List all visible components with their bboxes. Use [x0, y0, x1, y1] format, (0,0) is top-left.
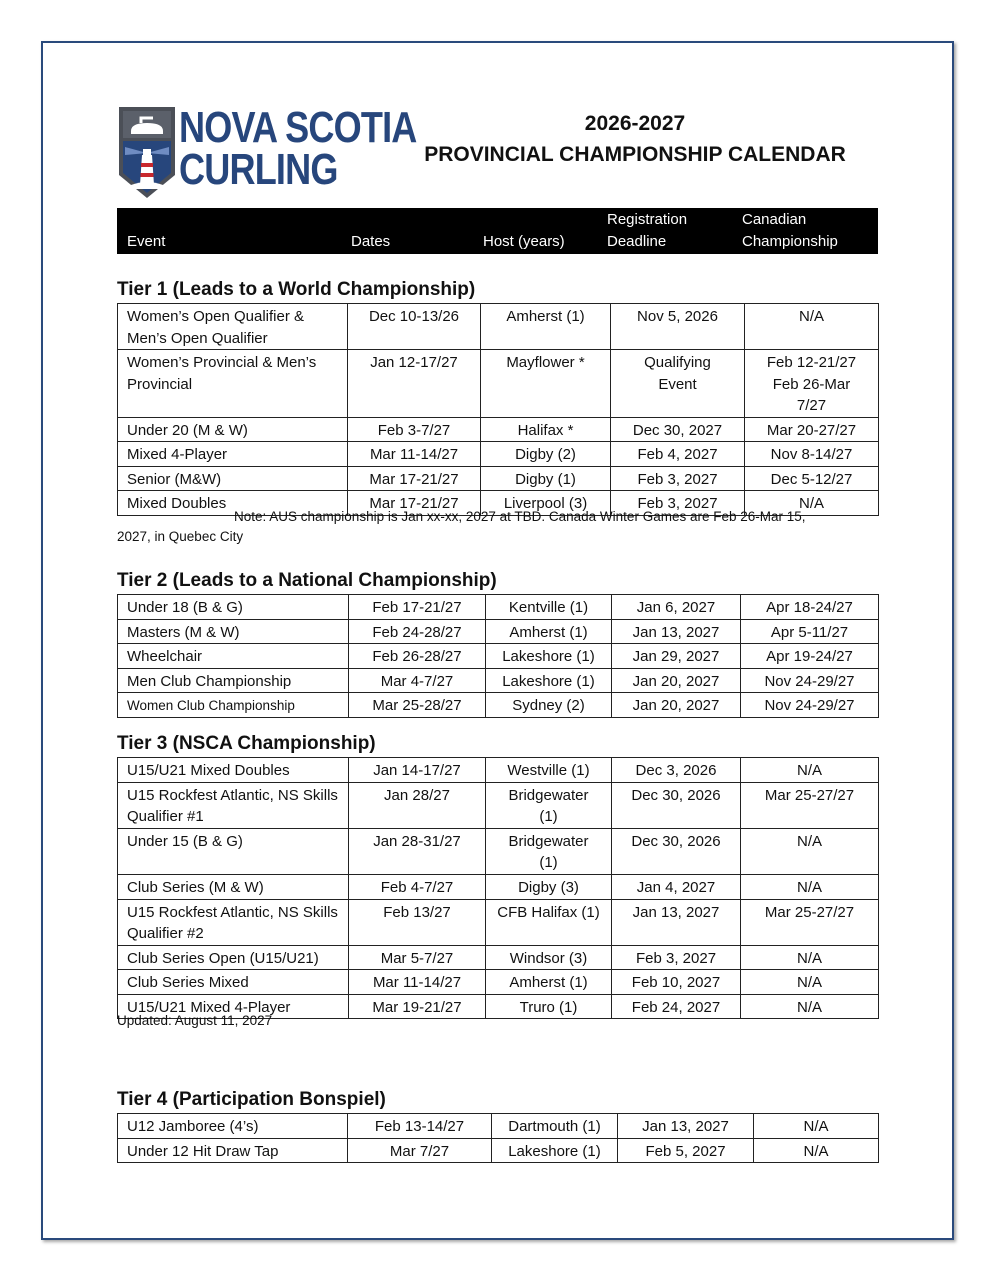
logo-line-2: CURLING	[179, 145, 338, 194]
deadline-cell: Dec 30, 2026	[612, 782, 741, 828]
dates-cell: Mar 17-21/27	[348, 491, 481, 516]
deadline-cell: Jan 13, 2027	[612, 619, 741, 644]
col-host: Host (years)	[483, 233, 565, 250]
host-cell: Kentville (1)	[486, 595, 612, 620]
canadian-cell: N/A	[745, 304, 879, 350]
table-row	[118, 899, 879, 945]
event-cell: U15/U21 Mixed 4-Player	[118, 994, 349, 1019]
event-cell: Masters (M & W)	[118, 619, 349, 644]
dates-cell: Feb 13/27	[349, 899, 486, 945]
host-cell: Truro (1)	[486, 994, 612, 1019]
event-cell: Under 20 (M & W)	[118, 417, 348, 442]
host-cell: Amherst (1)	[486, 970, 612, 995]
event-cell: Club Series (M & W)	[118, 874, 349, 899]
event-cell: Mixed 4-Player	[118, 442, 348, 467]
dates-cell: Feb 26-28/27	[349, 644, 486, 669]
col-registration-1: Registration	[607, 211, 688, 228]
event-cell: Mixed Doubles	[118, 491, 348, 516]
table-row	[118, 466, 879, 491]
deadline-cell: Qualifying Event	[611, 350, 745, 418]
event-cell: Club Series Mixed	[118, 970, 349, 995]
curling-stone-lighthouse-shield-icon	[117, 105, 177, 200]
host-cell: Digby (2)	[481, 442, 611, 467]
dates-cell: Mar 4-7/27	[349, 668, 486, 693]
host-cell: Sydney (2)	[486, 693, 612, 718]
deadline-cell: Jan 4, 2027	[612, 874, 741, 899]
canadian-cell: N/A	[741, 758, 879, 783]
table-row	[118, 782, 879, 828]
host-cell: Windsor (3)	[486, 945, 612, 970]
table-row	[118, 970, 879, 995]
table-row	[118, 874, 879, 899]
canadian-cell: N/A	[754, 1138, 879, 1163]
host-cell: Halifax *	[481, 417, 611, 442]
deadline-cell: Dec 3, 2026	[612, 758, 741, 783]
dates-cell: Mar 7/27	[348, 1138, 492, 1163]
dates-cell: Feb 3-7/27	[348, 417, 481, 442]
host-cell: Dartmouth (1)	[492, 1114, 618, 1139]
host-cell: Lakeshore (1)	[486, 644, 612, 669]
canadian-cell: N/A	[741, 945, 879, 970]
dates-cell: Jan 14-17/27	[349, 758, 486, 783]
dates-cell: Dec 10-13/26	[348, 304, 481, 350]
deadline-cell: Jan 13, 2027	[612, 899, 741, 945]
deadline-cell: Jan 20, 2027	[612, 693, 741, 718]
canadian-cell: Apr 19-24/27	[741, 644, 879, 669]
event-cell: Under 18 (B & G)	[118, 595, 349, 620]
table-row	[118, 442, 879, 467]
canadian-cell: Dec 5-12/27	[745, 466, 879, 491]
tier3-title: Tier 3 (NSCA Championship)	[117, 733, 376, 754]
host-cell: Digby (1)	[481, 466, 611, 491]
col-dates: Dates	[351, 233, 391, 250]
logo-line-1: NOVA SCOTIA	[179, 103, 417, 152]
canadian-cell: N/A	[741, 994, 879, 1019]
event-cell: Under 12 Hit Draw Tap	[118, 1138, 348, 1163]
col-canadian-2: Championship	[742, 233, 838, 250]
dates-cell: Mar 11-14/27	[349, 970, 486, 995]
event-cell: Club Series Open (U15/U21)	[118, 945, 349, 970]
canadian-cell: Apr 5-11/27	[741, 619, 879, 644]
table-row	[118, 644, 879, 669]
event-cell: U15 Rockfest Atlantic, NS Skills Qualifier #2	[118, 899, 349, 945]
deadline-cell: Feb 3, 2027	[611, 491, 745, 516]
host-cell: Lakeshore (1)	[486, 668, 612, 693]
tier3-table	[117, 757, 879, 1019]
dates-cell: Jan 12-17/27	[348, 350, 481, 418]
tier2-title: Tier 2 (Leads to a National Championship)	[117, 570, 497, 591]
host-cell: CFB Halifax (1)	[486, 899, 612, 945]
dates-cell: Jan 28-31/27	[349, 828, 486, 874]
deadline-cell: Feb 3, 2027	[612, 945, 741, 970]
deadline-cell: Feb 5, 2027	[618, 1138, 754, 1163]
canadian-cell: Mar 25-27/27	[741, 899, 879, 945]
deadline-cell: Jan 6, 2027	[612, 595, 741, 620]
tier1-note-line2: 2027, in Quebec City	[117, 529, 244, 544]
event-cell: Women’s Provincial & Men’s Provincial	[118, 350, 348, 418]
canadian-cell: Apr 18-24/27	[741, 595, 879, 620]
table-row	[118, 304, 879, 350]
canadian-cell: N/A	[754, 1114, 879, 1139]
dates-cell: Mar 11-14/27	[348, 442, 481, 467]
table-row	[118, 417, 879, 442]
deadline-cell: Dec 30, 2027	[611, 417, 745, 442]
deadline-cell: Feb 10, 2027	[612, 970, 741, 995]
deadline-cell: Jan 20, 2027	[612, 668, 741, 693]
tier4-table	[117, 1113, 879, 1163]
deadline-cell: Dec 30, 2026	[612, 828, 741, 874]
canadian-cell: Nov 8-14/27	[745, 442, 879, 467]
deadline-cell: Nov 5, 2026	[611, 304, 745, 350]
updated-date: Updated: August 11, 2027	[117, 1013, 273, 1028]
event-cell: Under 15 (B & G)	[118, 828, 349, 874]
dates-cell: Feb 24-28/27	[349, 619, 486, 644]
col-event: Event	[127, 233, 166, 250]
event-cell: U15 Rockfest Atlantic, NS Skills Qualifier #1	[118, 782, 349, 828]
title-year: 2026-2027	[584, 112, 686, 135]
deadline-cell: Feb 24, 2027	[612, 994, 741, 1019]
canadian-cell: Nov 24-29/27	[741, 668, 879, 693]
table-row	[118, 668, 879, 693]
deadline-cell: Jan 13, 2027	[618, 1114, 754, 1139]
deadline-cell: Feb 4, 2027	[611, 442, 745, 467]
tier2-table	[117, 594, 879, 718]
table-row	[118, 619, 879, 644]
host-cell: Mayflower *	[481, 350, 611, 418]
table-row	[118, 693, 879, 718]
canadian-cell: N/A	[745, 491, 879, 516]
deadline-cell: Jan 29, 2027	[612, 644, 741, 669]
page-title	[400, 108, 870, 170]
host-cell: Lakeshore (1)	[492, 1138, 618, 1163]
table-row	[118, 350, 879, 418]
dates-cell: Mar 25-28/27	[349, 693, 486, 718]
dates-cell: Feb 4-7/27	[349, 874, 486, 899]
host-cell: Amherst (1)	[481, 304, 611, 350]
event-cell: U12 Jamboree (4’s)	[118, 1114, 348, 1139]
dates-cell: Jan 28/27	[349, 782, 486, 828]
canadian-cell: Feb 12-21/27 Feb 26-Mar 7/27	[745, 350, 879, 418]
table-row	[118, 1114, 879, 1139]
tier1-note-line1: Note: AUS championship is Jan xx-xx, 2027 at TBD. Canada Winter Games are Feb 26-Mar 15,	[234, 509, 806, 524]
event-cell: Women Club Championship	[118, 693, 349, 718]
dates-cell: Feb 13-14/27	[348, 1114, 492, 1139]
canadian-cell: Nov 24-29/27	[741, 693, 879, 718]
host-cell: Digby (3)	[486, 874, 612, 899]
canadian-cell: N/A	[741, 828, 879, 874]
title-main: PROVINCIAL CHAMPIONSHIP CALENDAR	[424, 143, 846, 166]
host-cell: Bridgewater (1)	[486, 828, 612, 874]
nova-scotia-curling-logo	[117, 103, 417, 200]
dates-cell: Mar 17-21/27	[348, 466, 481, 491]
col-registration-2: Deadline	[607, 233, 667, 250]
dates-cell: Mar 5-7/27	[349, 945, 486, 970]
table-row	[118, 828, 879, 874]
event-cell: Women’s Open Qualifier & Men’s Open Qualifier	[118, 304, 348, 350]
deadline-cell: Feb 3, 2027	[611, 466, 745, 491]
tier1-title: Tier 1 (Leads to a World Championship)	[117, 279, 476, 300]
tier1-table	[117, 303, 879, 516]
host-cell: Amherst (1)	[486, 619, 612, 644]
table-row	[118, 1138, 879, 1163]
table-row	[118, 945, 879, 970]
event-cell: Wheelchair	[118, 644, 349, 669]
logo-wordmark	[179, 103, 417, 194]
tier4-title: Tier 4 (Participation Bonspiel)	[117, 1089, 386, 1110]
table-row	[118, 758, 879, 783]
dates-cell: Feb 17-21/27	[349, 595, 486, 620]
canadian-cell: Mar 25-27/27	[741, 782, 879, 828]
host-cell: Liverpool (3)	[481, 491, 611, 516]
event-cell: U15/U21 Mixed Doubles	[118, 758, 349, 783]
dates-cell: Mar 19-21/27	[349, 994, 486, 1019]
event-cell: Men Club Championship	[118, 668, 349, 693]
host-cell: Westville (1)	[486, 758, 612, 783]
event-cell: Senior (M&W)	[118, 466, 348, 491]
column-header-bar	[117, 208, 878, 254]
table-row	[118, 595, 879, 620]
col-canadian-1: Canadian	[742, 211, 807, 228]
canadian-cell: Mar 20-27/27	[745, 417, 879, 442]
canadian-cell: N/A	[741, 874, 879, 899]
canadian-cell: N/A	[741, 970, 879, 995]
host-cell: Bridgewater (1)	[486, 782, 612, 828]
